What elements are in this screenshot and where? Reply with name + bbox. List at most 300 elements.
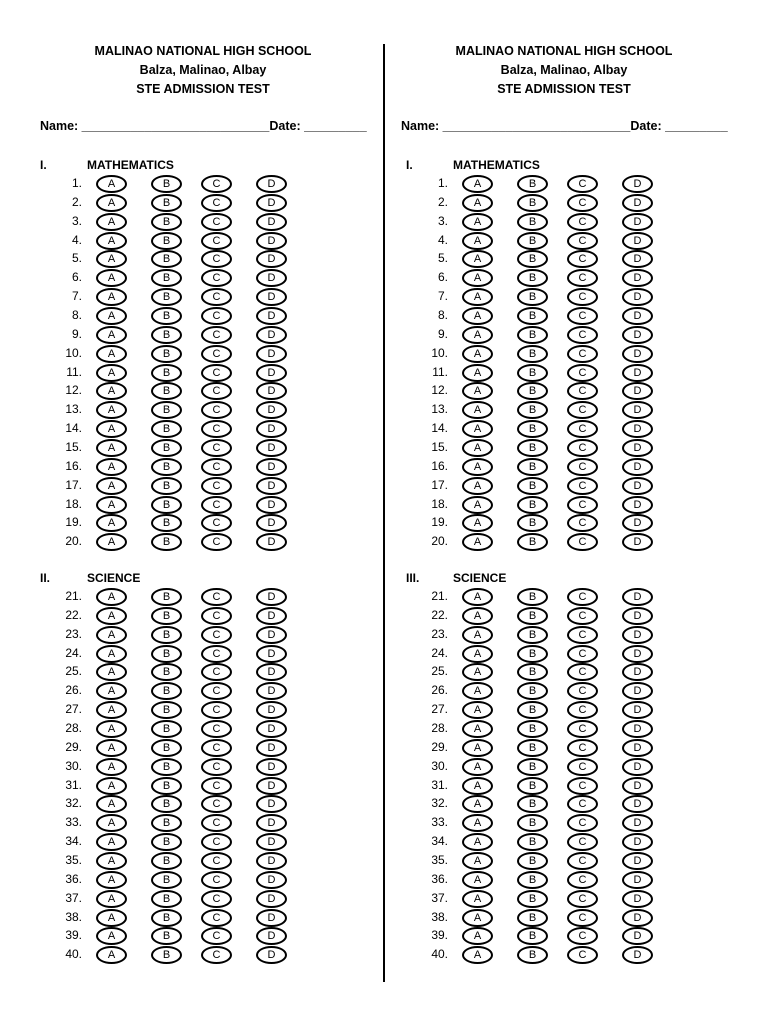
answer-bubble-d[interactable]: D [622,909,653,927]
answer-bubble-a[interactable]: A [462,533,493,551]
answer-bubble-c[interactable]: C [567,927,598,945]
answer-bubble-c[interactable]: C [201,269,232,287]
answer-bubble-d[interactable]: D [622,213,653,231]
answer-bubble-b[interactable]: B [151,720,182,738]
answer-bubble-c[interactable]: C [201,213,232,231]
answer-bubble-b[interactable]: B [151,194,182,212]
answer-bubble-a[interactable]: A [96,288,127,306]
answer-bubble-a[interactable]: A [96,401,127,419]
answer-bubble-a[interactable]: A [462,701,493,719]
answer-bubble-a[interactable]: A [96,345,127,363]
answer-bubble-a[interactable]: A [96,777,127,795]
answer-bubble-d[interactable]: D [256,814,287,832]
answer-bubble-a[interactable]: A [462,682,493,700]
answer-bubble-d[interactable]: D [622,477,653,495]
answer-bubble-a[interactable]: A [462,758,493,776]
answer-bubble-d[interactable]: D [256,514,287,532]
answer-bubble-c[interactable]: C [567,439,598,457]
answer-bubble-d[interactable]: D [622,626,653,644]
answer-bubble-b[interactable]: B [151,401,182,419]
answer-bubble-d[interactable]: D [256,795,287,813]
answer-bubble-a[interactable]: A [462,909,493,927]
answer-bubble-a[interactable]: A [462,927,493,945]
answer-bubble-c[interactable]: C [201,420,232,438]
answer-bubble-c[interactable]: C [567,588,598,606]
answer-bubble-b[interactable]: B [151,795,182,813]
answer-bubble-b[interactable]: B [517,420,548,438]
answer-bubble-b[interactable]: B [517,645,548,663]
answer-bubble-d[interactable]: D [622,795,653,813]
answer-bubble-c[interactable]: C [201,250,232,268]
answer-bubble-c[interactable]: C [201,720,232,738]
answer-bubble-a[interactable]: A [96,663,127,681]
answer-bubble-a[interactable]: A [462,739,493,757]
answer-bubble-a[interactable]: A [96,758,127,776]
answer-bubble-d[interactable]: D [622,514,653,532]
answer-bubble-d[interactable]: D [256,326,287,344]
answer-bubble-c[interactable]: C [201,382,232,400]
answer-bubble-c[interactable]: C [567,626,598,644]
answer-bubble-b[interactable]: B [151,626,182,644]
answer-bubble-b[interactable]: B [517,739,548,757]
answer-bubble-b[interactable]: B [517,890,548,908]
answer-bubble-b[interactable]: B [517,701,548,719]
answer-bubble-b[interactable]: B [151,288,182,306]
answer-bubble-a[interactable]: A [462,382,493,400]
answer-bubble-d[interactable]: D [256,739,287,757]
answer-bubble-c[interactable]: C [567,307,598,325]
answer-bubble-b[interactable]: B [151,420,182,438]
answer-bubble-d[interactable]: D [256,663,287,681]
answer-bubble-a[interactable]: A [96,607,127,625]
answer-bubble-c[interactable]: C [201,607,232,625]
answer-bubble-b[interactable]: B [517,795,548,813]
answer-bubble-c[interactable]: C [201,364,232,382]
answer-bubble-a[interactable]: A [462,626,493,644]
answer-bubble-c[interactable]: C [567,326,598,344]
answer-bubble-a[interactable]: A [462,795,493,813]
answer-bubble-d[interactable]: D [256,645,287,663]
answer-bubble-d[interactable]: D [256,175,287,193]
answer-bubble-b[interactable]: B [151,927,182,945]
answer-bubble-d[interactable]: D [256,890,287,908]
answer-bubble-b[interactable]: B [151,701,182,719]
answer-bubble-d[interactable]: D [256,927,287,945]
answer-bubble-a[interactable]: A [96,269,127,287]
answer-bubble-c[interactable]: C [201,795,232,813]
answer-bubble-b[interactable]: B [151,458,182,476]
answer-bubble-a[interactable]: A [96,194,127,212]
answer-bubble-a[interactable]: A [462,607,493,625]
answer-bubble-a[interactable]: A [462,232,493,250]
answer-bubble-c[interactable]: C [567,890,598,908]
answer-bubble-a[interactable]: A [462,496,493,514]
answer-bubble-a[interactable]: A [96,871,127,889]
answer-bubble-c[interactable]: C [567,496,598,514]
answer-bubble-d[interactable]: D [256,533,287,551]
answer-bubble-c[interactable]: C [567,607,598,625]
answer-bubble-b[interactable]: B [517,232,548,250]
answer-bubble-a[interactable]: A [462,852,493,870]
answer-bubble-c[interactable]: C [201,458,232,476]
answer-bubble-b[interactable]: B [517,946,548,964]
answer-bubble-c[interactable]: C [201,852,232,870]
answer-bubble-b[interactable]: B [151,682,182,700]
answer-bubble-b[interactable]: B [517,909,548,927]
answer-bubble-c[interactable]: C [201,626,232,644]
answer-bubble-c[interactable]: C [201,871,232,889]
answer-bubble-d[interactable]: D [256,382,287,400]
answer-bubble-a[interactable]: A [96,496,127,514]
answer-bubble-c[interactable]: C [201,326,232,344]
answer-bubble-b[interactable]: B [517,458,548,476]
answer-bubble-a[interactable]: A [462,777,493,795]
answer-bubble-b[interactable]: B [517,758,548,776]
answer-bubble-d[interactable]: D [622,607,653,625]
answer-bubble-a[interactable]: A [462,175,493,193]
answer-bubble-a[interactable]: A [96,833,127,851]
answer-bubble-b[interactable]: B [151,758,182,776]
answer-bubble-d[interactable]: D [622,326,653,344]
answer-bubble-b[interactable]: B [517,720,548,738]
answer-bubble-b[interactable]: B [517,175,548,193]
answer-bubble-d[interactable]: D [256,213,287,231]
answer-bubble-d[interactable]: D [622,852,653,870]
answer-bubble-d[interactable]: D [256,909,287,927]
answer-bubble-b[interactable]: B [151,607,182,625]
answer-bubble-c[interactable]: C [567,477,598,495]
answer-bubble-a[interactable]: A [462,213,493,231]
answer-bubble-c[interactable]: C [201,175,232,193]
answer-bubble-b[interactable]: B [151,909,182,927]
answer-bubble-b[interactable]: B [151,345,182,363]
answer-bubble-d[interactable]: D [622,814,653,832]
answer-bubble-d[interactable]: D [256,626,287,644]
answer-bubble-a[interactable]: A [96,852,127,870]
answer-bubble-c[interactable]: C [201,588,232,606]
answer-bubble-b[interactable]: B [517,194,548,212]
answer-bubble-c[interactable]: C [567,758,598,776]
answer-bubble-b[interactable]: B [151,364,182,382]
answer-bubble-c[interactable]: C [567,795,598,813]
answer-bubble-d[interactable]: D [256,833,287,851]
answer-bubble-b[interactable]: B [151,307,182,325]
answer-bubble-c[interactable]: C [567,739,598,757]
answer-bubble-d[interactable]: D [256,871,287,889]
answer-bubble-c[interactable]: C [567,814,598,832]
answer-bubble-c[interactable]: C [201,663,232,681]
answer-bubble-a[interactable]: A [96,814,127,832]
answer-bubble-c[interactable]: C [201,439,232,457]
answer-bubble-d[interactable]: D [622,496,653,514]
answer-bubble-c[interactable]: C [567,269,598,287]
answer-bubble-a[interactable]: A [462,477,493,495]
answer-bubble-a[interactable]: A [462,890,493,908]
answer-bubble-d[interactable]: D [622,739,653,757]
answer-bubble-c[interactable]: C [567,720,598,738]
answer-bubble-d[interactable]: D [256,588,287,606]
answer-bubble-a[interactable]: A [462,420,493,438]
answer-bubble-a[interactable]: A [462,645,493,663]
answer-bubble-d[interactable]: D [256,496,287,514]
answer-bubble-a[interactable]: A [96,890,127,908]
answer-bubble-d[interactable]: D [256,720,287,738]
answer-bubble-d[interactable]: D [622,458,653,476]
answer-bubble-c[interactable]: C [567,946,598,964]
answer-bubble-b[interactable]: B [517,213,548,231]
answer-bubble-d[interactable]: D [256,458,287,476]
answer-bubble-b[interactable]: B [517,626,548,644]
answer-bubble-d[interactable]: D [256,477,287,495]
answer-bubble-c[interactable]: C [201,909,232,927]
answer-bubble-b[interactable]: B [151,663,182,681]
answer-bubble-a[interactable]: A [96,364,127,382]
answer-bubble-a[interactable]: A [96,514,127,532]
answer-bubble-a[interactable]: A [462,663,493,681]
answer-bubble-d[interactable]: D [622,645,653,663]
answer-bubble-d[interactable]: D [256,607,287,625]
answer-bubble-b[interactable]: B [151,890,182,908]
answer-bubble-a[interactable]: A [96,588,127,606]
answer-bubble-d[interactable]: D [622,871,653,889]
answer-bubble-a[interactable]: A [96,382,127,400]
answer-bubble-b[interactable]: B [517,326,548,344]
answer-bubble-c[interactable]: C [567,871,598,889]
answer-bubble-b[interactable]: B [151,588,182,606]
answer-bubble-c[interactable]: C [201,833,232,851]
answer-bubble-b[interactable]: B [151,326,182,344]
answer-bubble-b[interactable]: B [151,946,182,964]
answer-bubble-c[interactable]: C [201,645,232,663]
answer-bubble-c[interactable]: C [201,307,232,325]
answer-bubble-b[interactable]: B [517,477,548,495]
answer-bubble-d[interactable]: D [622,401,653,419]
answer-bubble-d[interactable]: D [256,250,287,268]
answer-bubble-b[interactable]: B [151,777,182,795]
answer-bubble-c[interactable]: C [567,345,598,363]
answer-bubble-b[interactable]: B [517,364,548,382]
answer-bubble-b[interactable]: B [517,250,548,268]
answer-bubble-d[interactable]: D [622,890,653,908]
answer-bubble-c[interactable]: C [201,682,232,700]
answer-bubble-d[interactable]: D [622,232,653,250]
answer-bubble-b[interactable]: B [517,588,548,606]
answer-bubble-b[interactable]: B [151,232,182,250]
answer-bubble-c[interactable]: C [567,909,598,927]
answer-bubble-b[interactable]: B [151,739,182,757]
answer-bubble-a[interactable]: A [96,175,127,193]
answer-bubble-a[interactable]: A [96,213,127,231]
answer-bubble-c[interactable]: C [567,514,598,532]
answer-bubble-b[interactable]: B [517,607,548,625]
answer-bubble-a[interactable]: A [462,439,493,457]
answer-bubble-b[interactable]: B [151,269,182,287]
answer-bubble-b[interactable]: B [151,496,182,514]
answer-bubble-a[interactable]: A [96,477,127,495]
answer-bubble-c[interactable]: C [567,213,598,231]
answer-bubble-b[interactable]: B [151,382,182,400]
answer-bubble-d[interactable]: D [622,777,653,795]
answer-bubble-a[interactable]: A [96,326,127,344]
answer-bubble-d[interactable]: D [622,758,653,776]
answer-bubble-b[interactable]: B [517,663,548,681]
answer-bubble-d[interactable]: D [622,250,653,268]
answer-bubble-d[interactable]: D [622,833,653,851]
answer-bubble-c[interactable]: C [201,345,232,363]
answer-bubble-c[interactable]: C [567,288,598,306]
answer-bubble-d[interactable]: D [256,852,287,870]
answer-bubble-c[interactable]: C [567,777,598,795]
answer-bubble-c[interactable]: C [567,645,598,663]
answer-bubble-d[interactable]: D [256,701,287,719]
answer-bubble-a[interactable]: A [462,345,493,363]
answer-bubble-b[interactable]: B [151,533,182,551]
answer-bubble-b[interactable]: B [151,250,182,268]
answer-bubble-a[interactable]: A [462,288,493,306]
answer-bubble-b[interactable]: B [517,514,548,532]
answer-bubble-a[interactable]: A [96,946,127,964]
answer-bubble-b[interactable]: B [151,514,182,532]
answer-bubble-a[interactable]: A [96,250,127,268]
answer-bubble-b[interactable]: B [517,307,548,325]
answer-bubble-c[interactable]: C [567,175,598,193]
answer-bubble-d[interactable]: D [256,194,287,212]
answer-bubble-a[interactable]: A [96,307,127,325]
answer-bubble-a[interactable]: A [462,720,493,738]
answer-bubble-b[interactable]: B [151,175,182,193]
answer-bubble-d[interactable]: D [622,288,653,306]
answer-bubble-b[interactable]: B [517,833,548,851]
answer-bubble-d[interactable]: D [622,701,653,719]
answer-bubble-d[interactable]: D [622,946,653,964]
answer-bubble-c[interactable]: C [201,514,232,532]
answer-bubble-c[interactable]: C [567,382,598,400]
answer-bubble-d[interactable]: D [256,307,287,325]
answer-bubble-c[interactable]: C [567,852,598,870]
answer-bubble-b[interactable]: B [517,814,548,832]
answer-bubble-d[interactable]: D [622,194,653,212]
answer-bubble-a[interactable]: A [96,533,127,551]
answer-bubble-c[interactable]: C [201,739,232,757]
answer-bubble-b[interactable]: B [151,439,182,457]
answer-bubble-c[interactable]: C [567,364,598,382]
answer-bubble-a[interactable]: A [462,458,493,476]
answer-bubble-a[interactable]: A [462,250,493,268]
answer-bubble-c[interactable]: C [567,194,598,212]
answer-bubble-b[interactable]: B [517,269,548,287]
answer-bubble-d[interactable]: D [622,364,653,382]
answer-bubble-d[interactable]: D [622,533,653,551]
answer-bubble-c[interactable]: C [201,701,232,719]
answer-bubble-c[interactable]: C [201,927,232,945]
answer-bubble-d[interactable]: D [256,269,287,287]
answer-bubble-c[interactable]: C [567,250,598,268]
answer-bubble-a[interactable]: A [462,326,493,344]
answer-bubble-d[interactable]: D [256,777,287,795]
answer-bubble-c[interactable]: C [201,890,232,908]
answer-bubble-d[interactable]: D [622,382,653,400]
answer-bubble-a[interactable]: A [462,307,493,325]
answer-bubble-d[interactable]: D [256,439,287,457]
answer-bubble-b[interactable]: B [517,401,548,419]
answer-bubble-c[interactable]: C [567,533,598,551]
answer-bubble-b[interactable]: B [151,852,182,870]
answer-bubble-b[interactable]: B [151,477,182,495]
answer-bubble-a[interactable]: A [96,458,127,476]
answer-bubble-d[interactable]: D [256,288,287,306]
answer-bubble-c[interactable]: C [567,701,598,719]
answer-bubble-b[interactable]: B [151,814,182,832]
answer-bubble-a[interactable]: A [96,720,127,738]
answer-bubble-d[interactable]: D [622,682,653,700]
answer-bubble-b[interactable]: B [151,645,182,663]
answer-bubble-a[interactable]: A [462,871,493,889]
answer-bubble-b[interactable]: B [517,777,548,795]
answer-bubble-b[interactable]: B [517,871,548,889]
answer-bubble-d[interactable]: D [256,345,287,363]
answer-bubble-d[interactable]: D [256,758,287,776]
answer-bubble-c[interactable]: C [201,758,232,776]
answer-bubble-c[interactable]: C [201,477,232,495]
answer-bubble-d[interactable]: D [622,663,653,681]
answer-bubble-c[interactable]: C [201,777,232,795]
answer-bubble-d[interactable]: D [256,364,287,382]
answer-bubble-c[interactable]: C [201,533,232,551]
answer-bubble-a[interactable]: A [96,420,127,438]
answer-bubble-b[interactable]: B [517,439,548,457]
answer-bubble-a[interactable]: A [96,439,127,457]
answer-bubble-d[interactable]: D [622,927,653,945]
answer-bubble-a[interactable]: A [96,795,127,813]
answer-bubble-c[interactable]: C [201,946,232,964]
answer-bubble-c[interactable]: C [201,232,232,250]
answer-bubble-a[interactable]: A [462,946,493,964]
answer-bubble-d[interactable]: D [622,720,653,738]
answer-bubble-c[interactable]: C [567,663,598,681]
answer-bubble-b[interactable]: B [517,382,548,400]
answer-bubble-c[interactable]: C [201,288,232,306]
answer-bubble-a[interactable]: A [462,514,493,532]
answer-bubble-d[interactable]: D [622,439,653,457]
answer-bubble-a[interactable]: A [96,682,127,700]
answer-bubble-a[interactable]: A [96,232,127,250]
answer-bubble-a[interactable]: A [462,269,493,287]
answer-bubble-d[interactable]: D [622,588,653,606]
answer-bubble-d[interactable]: D [256,682,287,700]
answer-bubble-c[interactable]: C [567,682,598,700]
answer-bubble-a[interactable]: A [462,364,493,382]
answer-bubble-a[interactable]: A [96,739,127,757]
answer-bubble-d[interactable]: D [256,420,287,438]
answer-bubble-c[interactable]: C [567,401,598,419]
answer-bubble-b[interactable]: B [151,871,182,889]
answer-bubble-d[interactable]: D [256,401,287,419]
answer-bubble-a[interactable]: A [462,401,493,419]
answer-bubble-b[interactable]: B [517,496,548,514]
answer-bubble-a[interactable]: A [462,588,493,606]
answer-bubble-d[interactable]: D [622,175,653,193]
answer-bubble-d[interactable]: D [622,307,653,325]
answer-bubble-b[interactable]: B [517,288,548,306]
answer-bubble-c[interactable]: C [567,232,598,250]
answer-bubble-c[interactable]: C [201,814,232,832]
answer-bubble-a[interactable]: A [96,909,127,927]
answer-bubble-a[interactable]: A [462,833,493,851]
answer-bubble-c[interactable]: C [567,420,598,438]
answer-bubble-b[interactable]: B [517,533,548,551]
answer-bubble-d[interactable]: D [256,946,287,964]
answer-bubble-b[interactable]: B [517,852,548,870]
